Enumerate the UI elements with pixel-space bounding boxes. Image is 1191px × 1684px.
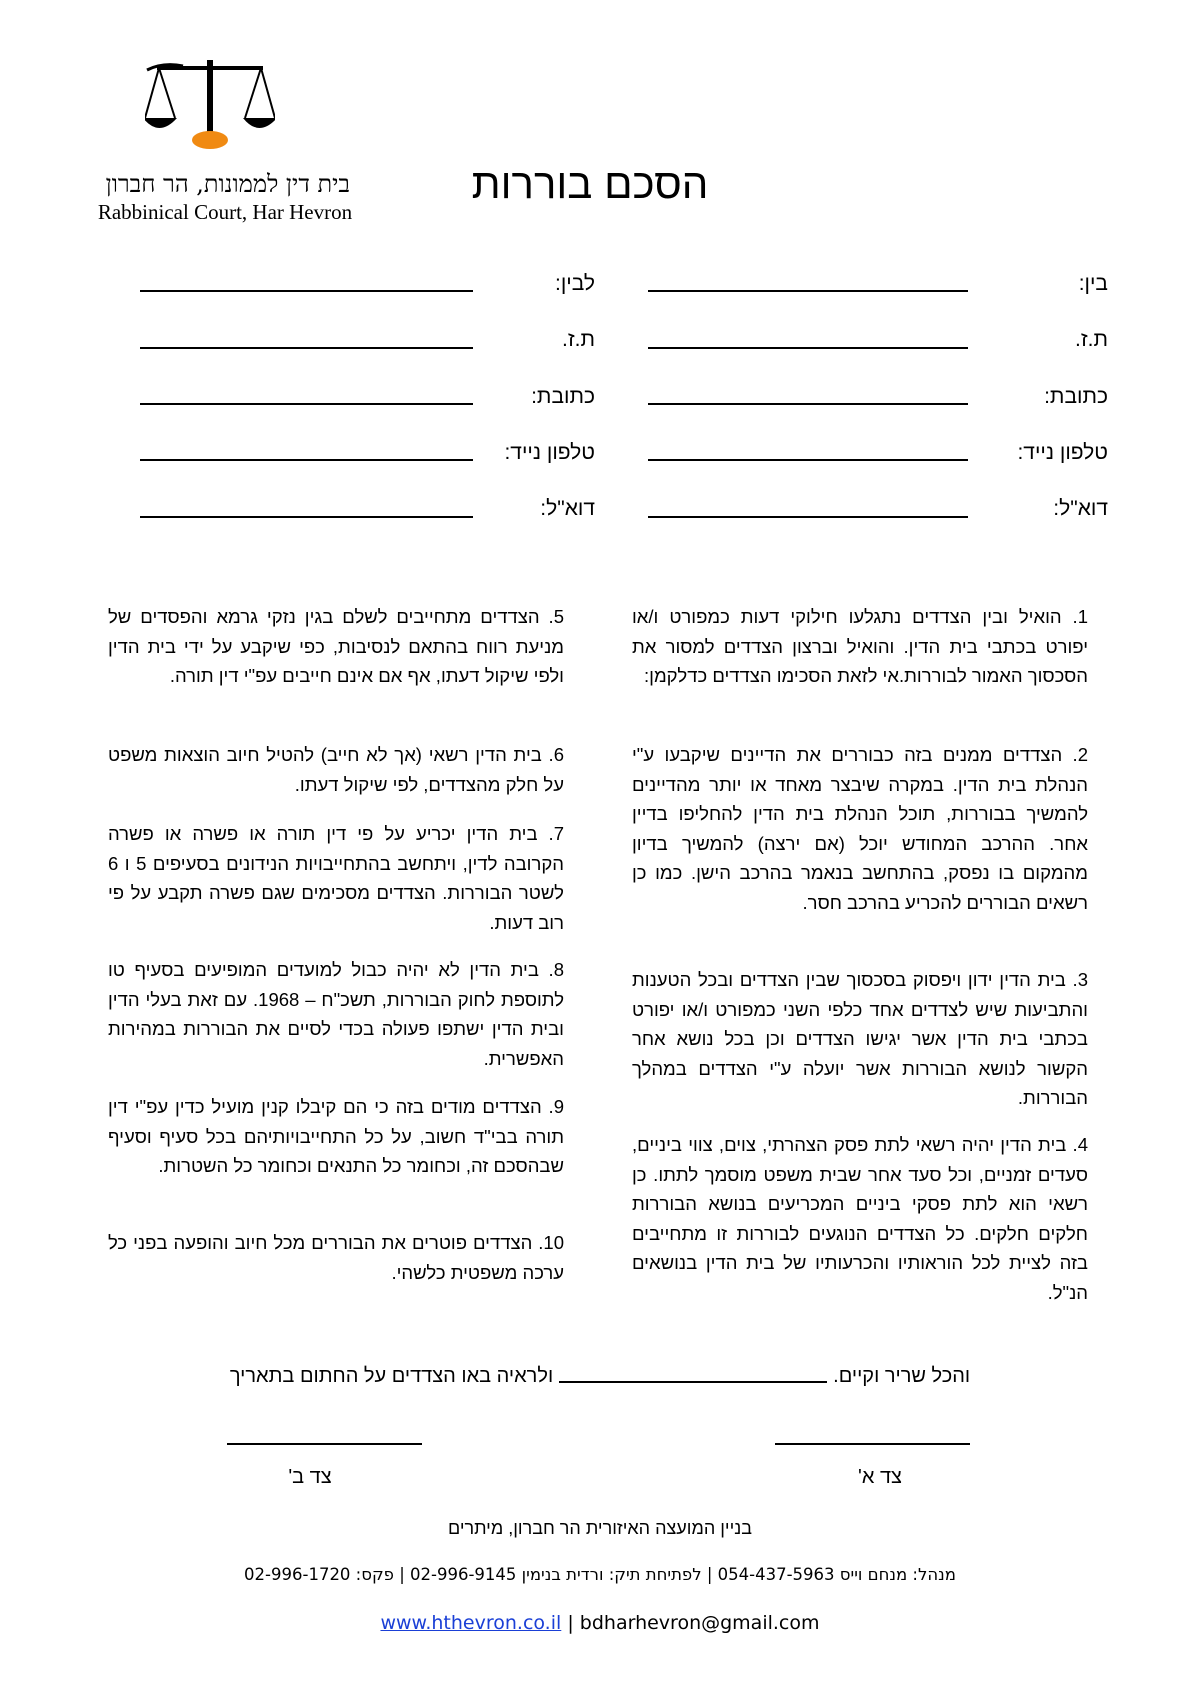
party-a-id-line[interactable]: [648, 347, 968, 349]
party-a-name-line[interactable]: [648, 290, 968, 292]
footer-web-email: [300, 1612, 900, 1634]
side-b-signature-line[interactable]: [227, 1443, 422, 1445]
clause-7: 7. בית הדין יכריע על פי דין תורה או פשרה או פשרה הקרובה לדין, ויתחשב בהתחייבויות הנידונים בסעיפים 5 ו 6 לשטר הבוררות. הצדדים מסכימים שגם פשרה תקבע על פי רוב דעות.: [108, 823, 564, 933]
clause-8: 8. בית הדין לא יהיה כבול למועדים המופיעים בסעיף טו לתוספת לחוק הבוררות, תשכ"ח – 1968. עם זאת בעלי הדין ובית הדין ישתפו פעולה בכדי לסיים את הבוררות במהירות האפשרית.: [108, 959, 564, 1069]
side-b-label: צד ב': [288, 1466, 332, 1488]
party-a-email-line[interactable]: [648, 516, 968, 518]
footer-email: bdharhevron@gmail.com: [579, 1612, 820, 1634]
clause-9: 9. הצדדים מודים בזה כי הם קיבלו קנין מועיל כדין עפ"י דין תורה בבי"ד חשוב, על כל התחייבויותיהם בכל סעיף וסעיף שבהסכם זה, וכחומר כל התנאים וכחומר כל השטרות.: [108, 1096, 564, 1176]
footer-contact: מנהל: מנחם וייס 054-437-5963 | לפתיחת תיק: ורדית בנימין 02-996-9145 | פקס: 02-996-1720: [244, 1565, 956, 1584]
party-a-address-line[interactable]: [648, 403, 968, 405]
swoosh-icon: [145, 60, 185, 80]
party-a-mobile-line[interactable]: [648, 459, 968, 461]
party-b-id-label: ת.ז.: [562, 328, 595, 351]
party-a-address-label: כתובת:: [1044, 385, 1108, 408]
clause-10: 10. הצדדים פוטרים את הבוררים מכל חיוב והופעה בפני כל ערכה משפטית כלשהי.: [108, 1232, 564, 1283]
party-b-name-line[interactable]: [140, 290, 473, 292]
side-a-signature-line[interactable]: [775, 1443, 970, 1445]
court-logo: [70, 60, 360, 230]
clause-5: 5. הצדדים מתחייבים לשלם בגין נזקי גרמא והפסדים של מניעת רווח בהתאם לנסיבות, כפי שיקבע על ידי בית הדין ולפי שיקול דעתו, אף אם אינם חייבים עפ"י דין תורה.: [108, 606, 564, 686]
party-b-email-line[interactable]: [140, 516, 473, 518]
party-b-between-label: לבין:: [554, 272, 595, 295]
footer-address: בניין המועצה האיזורית הר חברון, מיתרים: [447, 1518, 753, 1538]
party-b-address-line[interactable]: [140, 403, 473, 405]
logo-english-text: Rabbinical Court, Har Hevron: [97, 200, 353, 224]
party-b-id-line[interactable]: [140, 347, 473, 349]
witness-suffix: והכל שריר וקיים.: [833, 1365, 971, 1387]
party-b-mobile-label: טלפון נייד:: [504, 441, 595, 464]
party-a-email-label: דוא"ל:: [1053, 497, 1108, 520]
clause-1: 1. הואיל ובין הצדדים נתגלעו חילוקי דעות כמפורט ו/או יפורט בכתבי בית הדין. והואיל וברצון הצדדים למסור את הסכסוך האמור לבוררות.אי לזאת הסכימו הצדדים כדלקמן:: [632, 606, 1088, 686]
website-link[interactable]: www.hthevron.co.il: [380, 1612, 562, 1634]
clause-4: 4. בית הדין יהיה רשאי לתת פסק הצהרתי, צוים, צווי ביניים, סעדים זמניים, וכל סעד אחר שבית משפט מוסמך לתתו. כן רשאי הוא לתת פסקי ביניים המכריעים בנושא הבוררות חלקים חלקים. כל הצדדים הנוגעים לבוררות זו מתחייבים בזה לציית לכל הוראותיו והכרעותיו של בית הדין בנושאים הנ"ל.: [632, 1134, 1088, 1303]
party-b-email-label: דוא"ל:: [540, 497, 595, 520]
signing-date-line[interactable]: [559, 1381, 827, 1383]
witness-prefix: ולראיה באו הצדדים על החתום בתאריך: [229, 1365, 554, 1387]
side-a-label: צד א': [858, 1466, 902, 1488]
clause-6: 6. בית הדין רשאי (אך לא חייב) להטיל חיוב הוצאות משפט על חלק מהצדדים, לפי שיקול דעתו.: [108, 744, 564, 795]
party-a-between-label: בין:: [1078, 272, 1108, 295]
party-b-address-label: כתובת:: [531, 385, 595, 408]
party-a-id-label: ת.ז.: [1075, 328, 1108, 351]
party-b-mobile-line[interactable]: [140, 459, 473, 461]
clause-2: 2. הצדדים ממנים בזה כבוררים את הדיינים שיקבעו ע"י הנהלת בית הדין. במקרה שיבצר מאחד או יותר מהדיינים להמשיך בבוררות, תוכל הנהלת בית הדין להחליפו בדיין אחר. ההרכב המחודש יוכל (אם ירצה) להמשיך בדיון מהמקום בו נפסק, בהתחשב בנאמר בהרכב הישן. כמו כן רשאים הבוררים להכריע בהרכב חסר.: [632, 744, 1088, 913]
party-a-mobile-label: טלפון נייד:: [1017, 441, 1108, 464]
clause-3: 3. בית הדין ידון ויפסוק בסכסוך שבין הצדדים ובכל הטענות והתביעות שיש לצדדים אחד כלפי השני כמפורט ו/או יפורט בכתבי בית הדין אשר יגישו הצדדים וכן בכל נושא אחר הקשור לנושא הבוררות אשר יועלה ע"י הצדדים במהלך הבוררות.: [632, 969, 1088, 1108]
logo-hebrew-text: בית דין לממונות, הר חברון: [105, 170, 350, 198]
page-title: הסכם בוררות: [471, 160, 709, 207]
witness-date-line: [160, 1365, 1040, 1388]
footer-separator: |: [567, 1612, 574, 1634]
